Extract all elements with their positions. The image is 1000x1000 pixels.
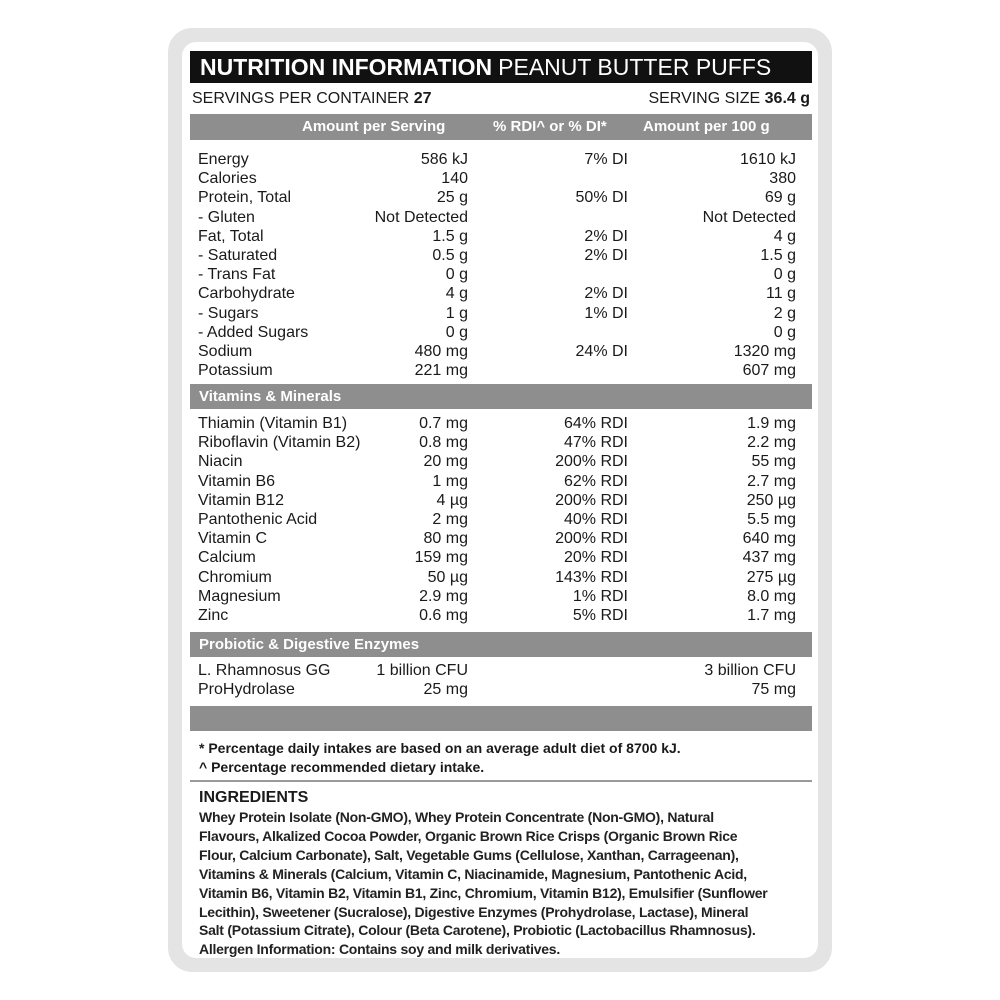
- ingredients-line: Vitamin B6, Vitamin B2, Vitamin B1, Zinc, Chromium, Vitamin B12), Emulsifier (Sunflower: [199, 884, 768, 901]
- nutrient-name: Sodium: [198, 342, 253, 360]
- table-row: [198, 304, 796, 323]
- amount-per-100g: 55 mg: [751, 453, 796, 471]
- column-header-bar: [190, 114, 812, 140]
- ingredients-line: Lecithin), Sweetener (Sucralose), Digestive Enzymes (Prohydrolase, Lactase), Mineral: [199, 903, 749, 920]
- table-row: [198, 452, 796, 471]
- table-row: [198, 284, 796, 303]
- nutrient-name: ProHydrolase: [198, 681, 295, 699]
- amount-per-serving: 0 g: [445, 266, 468, 284]
- amount-per-100g: 437 mg: [742, 549, 796, 567]
- nutrients-table: [198, 150, 796, 380]
- amount-per-serving: 0.6 mg: [419, 606, 468, 624]
- percent-rdi: 40% RDI: [563, 510, 628, 528]
- footnote-di: * Percentage daily intakes are based on an average adult diet of 8700 kJ.: [199, 740, 681, 756]
- nutrient-name: Pantothenic Acid: [198, 510, 318, 528]
- amount-per-serving: 0.5 g: [432, 246, 468, 264]
- amount-per-serving: 159 mg: [414, 549, 468, 567]
- table-row: [198, 661, 796, 680]
- nutrient-name: Vitamin B12: [198, 491, 284, 509]
- serving-size-label: SERVING SIZE: [648, 90, 761, 107]
- nutrient-name: - Saturated: [198, 246, 278, 264]
- table-row: [198, 323, 796, 342]
- table-row: [198, 246, 796, 265]
- amount-per-serving: Not Detected: [374, 208, 468, 226]
- ingredients-line: Flour, Calcium Carbonate), Salt, Vegetable Gums (Cellulose, Xanthan, Carrageenan),: [199, 846, 739, 863]
- table-row: [198, 265, 796, 284]
- amount-per-serving: 4 g: [445, 285, 468, 303]
- amount-per-serving: 0 g: [445, 323, 468, 341]
- nutrient-name: - Sugars: [198, 304, 259, 322]
- col-header-rdi: % RDI^ or % DI*: [493, 118, 607, 135]
- table-row: [198, 548, 796, 567]
- percent-rdi: 200% RDI: [555, 453, 628, 471]
- amount-per-100g: 2.2 mg: [747, 434, 796, 452]
- amount-per-100g: 275 µg: [746, 568, 796, 586]
- percent-rdi: 50% DI: [575, 189, 628, 207]
- percent-rdi: 2% DI: [584, 227, 628, 245]
- percent-rdi: 143% RDI: [555, 568, 628, 586]
- percent-rdi: 200% RDI: [555, 530, 628, 548]
- amount-per-serving: 221 mg: [414, 362, 468, 380]
- col-header-per-100g: Amount per 100 g: [643, 118, 770, 135]
- ingredients-line: Vitamins & Minerals (Calcium, Vitamin C, Niacinamide, Magnesium, Pantothenic Acid,: [199, 865, 747, 882]
- amount-per-100g: 1320 mg: [733, 342, 796, 360]
- amount-per-100g: Not Detected: [702, 208, 796, 226]
- amount-per-100g: 1.9 mg: [747, 415, 796, 432]
- servings-per-container: [192, 88, 431, 110]
- nutrient-name: Calories: [198, 170, 257, 188]
- table-row: [198, 568, 796, 587]
- nutrient-name: Fat, Total: [198, 227, 264, 245]
- nutrient-name: L. Rhamnosus GG: [198, 662, 331, 679]
- vitamins-section-header: Vitamins & Minerals: [190, 384, 812, 409]
- table-row: [198, 169, 796, 188]
- percent-rdi: 1% RDI: [572, 587, 628, 605]
- amount-per-100g: 1610 kJ: [739, 151, 796, 168]
- servings-row: [192, 88, 810, 110]
- nutrient-name: Calcium: [198, 549, 256, 567]
- amount-per-100g: 8.0 mg: [747, 587, 796, 605]
- vitamins-table: [198, 414, 796, 625]
- ingredients-line: Flavours, Alkalized Cocoa Powder, Organic Brown Rice Crisps (Organic Brown Rice: [199, 827, 738, 844]
- nutrient-name: Vitamin B6: [198, 472, 276, 490]
- percent-rdi: 62% RDI: [563, 472, 628, 490]
- amount-per-serving: 586 kJ: [420, 151, 468, 168]
- nutrient-name: Vitamin C: [198, 530, 268, 548]
- table-row: [198, 491, 796, 510]
- amount-per-100g: 2 g: [773, 304, 796, 322]
- col-header-per-serving: Amount per Serving: [302, 118, 446, 135]
- amount-per-100g: 250 µg: [746, 491, 796, 509]
- servings-per-container-label: SERVINGS PER CONTAINER: [192, 90, 410, 107]
- ingredients-line: Whey Protein Isolate (Non-GMO), Whey Protein Concentrate (Non-GMO), Natural: [199, 809, 714, 825]
- percent-rdi: 2% DI: [584, 246, 628, 264]
- nutrient-name: Riboflavin (Vitamin B2): [198, 434, 361, 452]
- serving-size: [648, 88, 810, 110]
- table-row: [198, 150, 796, 169]
- table-row: [198, 188, 796, 207]
- amount-per-100g: 0 g: [773, 266, 796, 284]
- amount-per-100g: 5.5 mg: [747, 510, 796, 528]
- amount-per-serving: 2.9 mg: [419, 587, 468, 605]
- footnote-rdi: ^ Percentage recommended dietary intake.: [199, 759, 485, 775]
- table-row: [198, 342, 796, 361]
- nutrient-name: - Gluten: [198, 208, 255, 226]
- percent-rdi: 64% RDI: [563, 415, 628, 432]
- nutrient-name: Protein, Total: [198, 189, 292, 207]
- amount-per-100g: 1.7 mg: [747, 606, 796, 624]
- amount-per-100g: 4 g: [773, 227, 796, 245]
- percent-rdi: 200% RDI: [555, 491, 628, 509]
- amount-per-100g: 3 billion CFU: [704, 662, 796, 679]
- nutrient-name: Carbohydrate: [198, 285, 295, 303]
- percent-rdi: 7% DI: [584, 151, 628, 168]
- amount-per-100g: 607 mg: [742, 362, 796, 380]
- nutrient-name: Magnesium: [198, 587, 281, 605]
- amount-per-serving: 80 mg: [423, 530, 468, 548]
- amount-per-serving: 0.7 mg: [419, 415, 468, 432]
- amount-per-100g: 75 mg: [751, 681, 796, 699]
- percent-rdi: 47% RDI: [563, 434, 628, 452]
- ingredients-line: Salt (Potassium Citrate), Colour (Beta Carotene), Probiotic (Lactobacillus Rhamnosus).: [199, 922, 756, 939]
- table-row: [198, 227, 796, 246]
- amount-per-serving: 1 billion CFU: [376, 662, 468, 679]
- amount-per-serving: 1 g: [445, 304, 468, 322]
- title-bold: NUTRITION INFORMATION: [200, 54, 493, 80]
- table-row: [198, 510, 796, 529]
- table-row: [198, 414, 796, 433]
- nutrient-name: Zinc: [198, 606, 229, 624]
- amount-per-serving: 2 mg: [432, 510, 468, 528]
- table-row: [198, 606, 796, 625]
- table-row: [198, 587, 796, 606]
- amount-per-100g: 69 g: [764, 189, 796, 207]
- amount-per-serving: 20 mg: [423, 453, 468, 471]
- nutrient-name: Thiamin (Vitamin B1): [198, 415, 348, 432]
- table-row: [198, 361, 796, 380]
- amount-per-serving: 25 g: [436, 189, 468, 207]
- empty-grey-bar: [190, 706, 812, 731]
- product-name: PEANUT BUTTER PUFFS: [498, 54, 772, 80]
- amount-per-serving: 1 mg: [432, 472, 468, 490]
- percent-rdi: 1% DI: [584, 304, 628, 322]
- ingredients-title: INGREDIENTS: [199, 789, 309, 806]
- nutrient-name: - Added Sugars: [198, 323, 309, 341]
- table-row: [198, 680, 796, 699]
- nutrient-name: Chromium: [198, 568, 272, 586]
- amount-per-serving: 0.8 mg: [419, 434, 468, 452]
- ingredients-text: [199, 808, 809, 959]
- percent-rdi: 2% DI: [584, 285, 628, 303]
- amount-per-serving: 50 µg: [427, 568, 468, 586]
- amount-per-serving: 480 mg: [414, 342, 468, 360]
- serving-size-value: 36.4 g: [764, 90, 810, 107]
- amount-per-100g: 640 mg: [742, 530, 796, 548]
- amount-per-100g: 11 g: [766, 285, 796, 303]
- table-row: [198, 472, 796, 491]
- percent-rdi: 20% RDI: [563, 549, 628, 567]
- nutrition-title: [190, 51, 812, 83]
- amount-per-serving: 140: [441, 170, 468, 188]
- amount-per-serving: 25 mg: [423, 681, 468, 699]
- nutrient-name: Niacin: [198, 453, 243, 471]
- amount-per-100g: 1.5 g: [760, 246, 796, 264]
- percent-rdi: 5% RDI: [572, 606, 628, 624]
- amount-per-100g: 0 g: [773, 323, 796, 341]
- table-row: [198, 529, 796, 548]
- amount-per-serving: 1.5 g: [432, 227, 468, 245]
- amount-per-serving: 4 µg: [436, 491, 468, 509]
- amount-per-100g: 2.7 mg: [747, 472, 796, 490]
- nutrient-name: Potassium: [198, 362, 273, 380]
- nutrient-name: Energy: [198, 151, 249, 168]
- footnotes: [199, 739, 681, 777]
- amount-per-100g: 380: [769, 170, 796, 188]
- allergen-info: Allergen Information: Contains soy and milk derivatives.: [199, 941, 560, 958]
- probiotics-table: [198, 661, 796, 699]
- table-row: [198, 208, 796, 227]
- nutrient-name: - Trans Fat: [198, 266, 276, 284]
- probiotic-section-header: Probiotic & Digestive Enzymes: [190, 632, 812, 657]
- table-row: [198, 433, 796, 452]
- servings-per-container-value: 27: [413, 90, 432, 107]
- percent-rdi: 24% DI: [575, 342, 628, 360]
- divider: [190, 780, 812, 782]
